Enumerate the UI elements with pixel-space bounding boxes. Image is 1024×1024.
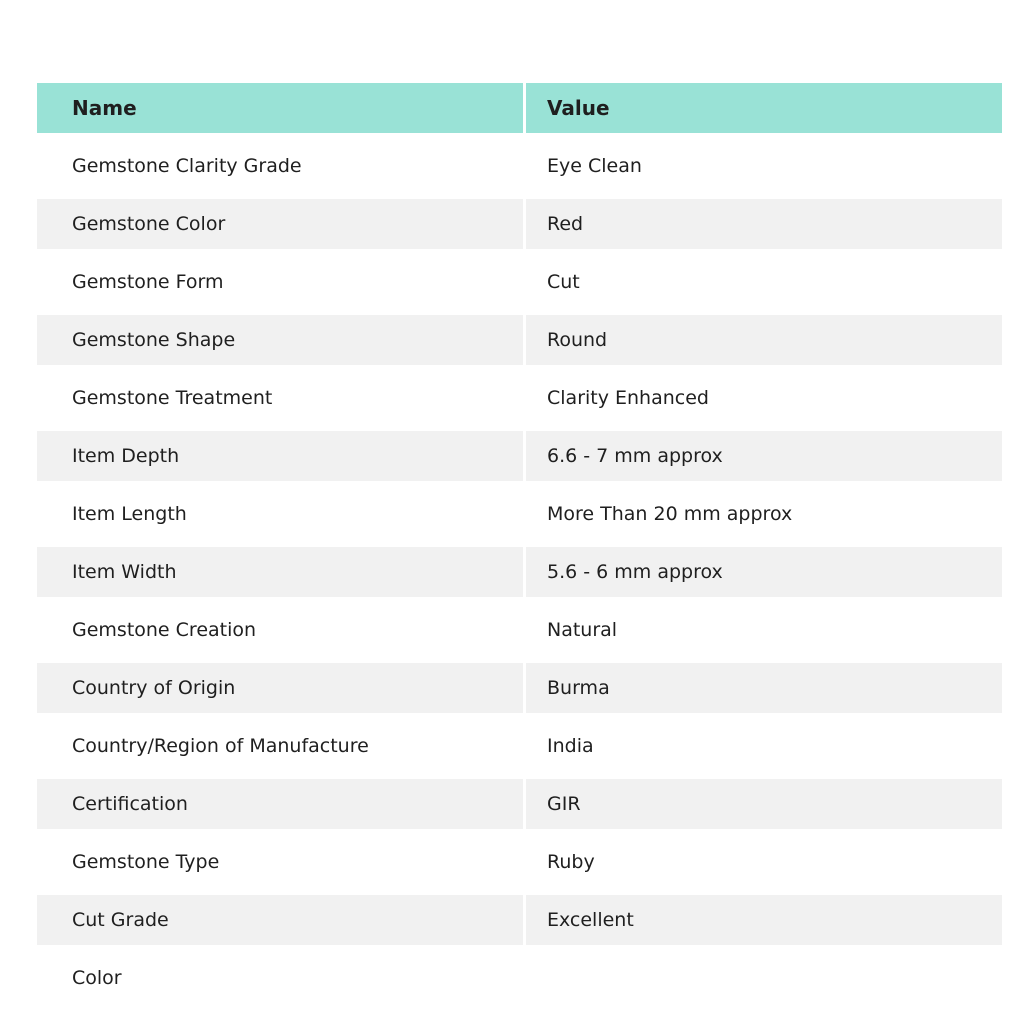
value-cell: GIR [526, 779, 1002, 829]
name-cell: Gemstone Type [72, 851, 220, 873]
table-row [37, 833, 1002, 891]
table-row [37, 137, 1002, 195]
name-cell: Color [72, 967, 122, 989]
name-cell: Gemstone Creation [72, 619, 257, 641]
name-cell: Country/Region of Manufacture [72, 735, 369, 757]
value-cell [526, 953, 1002, 1003]
name-cell: Country of Origin [37, 663, 523, 713]
column-header-value: Value [526, 83, 1002, 133]
name-cell: Item Length [72, 503, 187, 525]
item-specifics-table [37, 83, 1002, 1007]
name-cell: Item Depth [37, 431, 523, 481]
value-cell: Clarity Enhanced [547, 387, 709, 409]
name-cell: Gemstone Color [37, 199, 523, 249]
name-cell: Item Width [37, 547, 523, 597]
name-cell: Gemstone Form [72, 271, 224, 293]
value-cell: 5.6 - 6 mm approx [526, 547, 1002, 597]
value-cell: Cut [547, 271, 580, 293]
table-row [37, 891, 1002, 949]
name-cell: Gemstone Clarity Grade [72, 155, 302, 177]
value-cell: Red [526, 199, 1002, 249]
column-header-name: Name [37, 83, 523, 133]
table-row [37, 543, 1002, 601]
name-cell: Certification [37, 779, 523, 829]
value-cell: More Than 20 mm approx [547, 503, 793, 525]
table-row [37, 601, 1002, 659]
table-row [37, 775, 1002, 833]
name-cell: Cut Grade [37, 895, 523, 945]
value-cell: Natural [547, 619, 618, 641]
value-cell: Ruby [547, 851, 595, 873]
table-header-row [37, 83, 1002, 133]
value-cell: Round [526, 315, 1002, 365]
name-cell: Gemstone Treatment [72, 387, 273, 409]
table-row [37, 717, 1002, 775]
value-cell: 6.6 - 7 mm approx [526, 431, 1002, 481]
table-row [37, 369, 1002, 427]
value-cell: Eye Clean [547, 155, 642, 177]
table-body [37, 137, 1002, 1007]
value-cell: Burma [526, 663, 1002, 713]
value-cell: India [547, 735, 594, 757]
table-row [37, 195, 1002, 253]
table-row [37, 949, 1002, 1007]
table-row [37, 311, 1002, 369]
table-row [37, 253, 1002, 311]
table-row [37, 427, 1002, 485]
table-row [37, 485, 1002, 543]
value-cell: Excellent [526, 895, 1002, 945]
table-row [37, 659, 1002, 717]
name-cell: Gemstone Shape [37, 315, 523, 365]
